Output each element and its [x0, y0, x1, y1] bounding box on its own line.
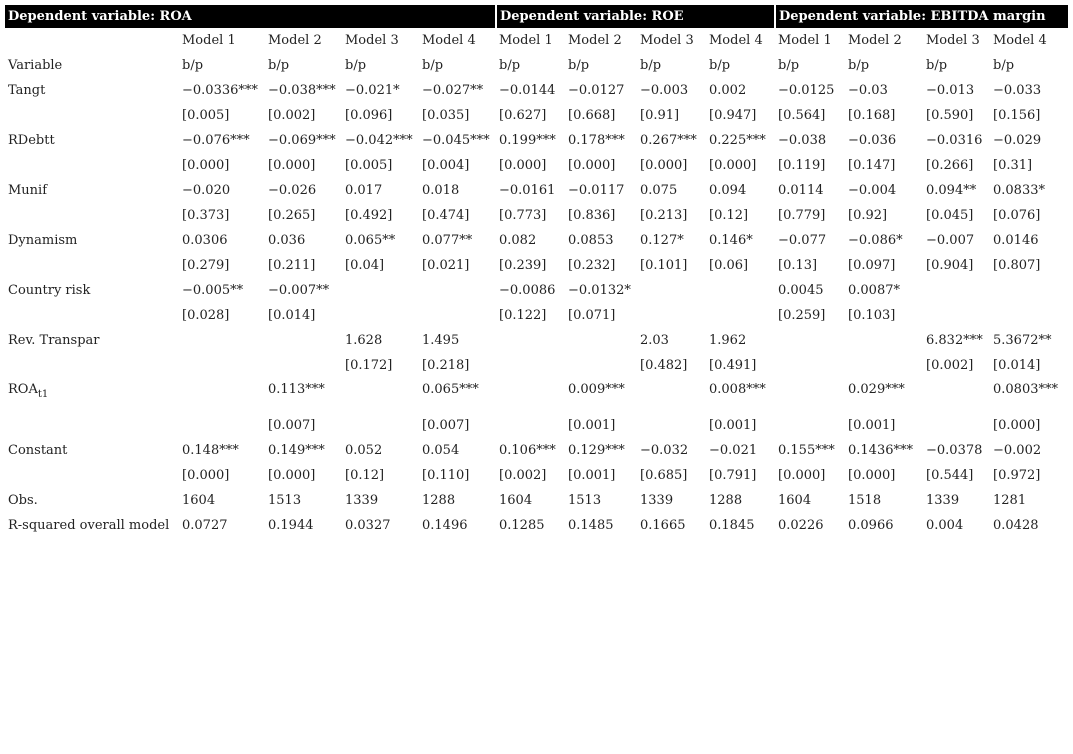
- table-cell: [0.000]: [568, 158, 616, 173]
- model-header: Model 4: [709, 33, 763, 48]
- model-header: Model 1: [182, 33, 236, 48]
- table-cell: [0.000]: [268, 158, 316, 173]
- model-header: Model 2: [568, 33, 622, 48]
- table-cell: 0.0966: [848, 518, 894, 533]
- table-cell: [0.13]: [778, 258, 818, 273]
- table-cell: −0.013: [926, 83, 975, 98]
- table-cell: [0.000]: [182, 158, 230, 173]
- table-cell: [923, 303, 990, 328]
- table-cell: [0.972]: [993, 468, 1041, 483]
- table-cell: 1339: [926, 493, 960, 508]
- table-cell: 0.146*: [709, 233, 753, 248]
- table-cell: 5.3672**: [993, 333, 1052, 348]
- table-cell: [0.000]: [640, 158, 688, 173]
- table-cell: [0.002]: [499, 468, 547, 483]
- table-cell: 0.0045: [778, 283, 824, 298]
- table-cell: [0.373]: [182, 208, 230, 223]
- table-cell: 0.199***: [499, 133, 556, 148]
- pvalue-row: [5, 463, 1068, 488]
- variable-row: [5, 228, 1068, 253]
- pvalue-row: [5, 303, 1068, 328]
- model-header: Model 4: [993, 33, 1047, 48]
- table-cell: −0.003: [640, 83, 689, 98]
- table-cell: [845, 353, 923, 378]
- table-cell: [565, 328, 637, 353]
- table-cell: [265, 328, 342, 353]
- table-cell: [0.836]: [568, 208, 616, 223]
- table-cell: [0.000]: [848, 468, 896, 483]
- stat-header: b/p: [926, 58, 948, 73]
- row-label: [5, 413, 179, 438]
- table-cell: 0.1845: [709, 518, 755, 533]
- table-cell: [0.590]: [926, 108, 974, 123]
- table-cell: [0.544]: [926, 468, 974, 483]
- table-cell: [0.232]: [568, 258, 616, 273]
- table-cell: 0.065***: [422, 382, 479, 397]
- table-cell: [775, 353, 845, 378]
- table-cell: [706, 303, 775, 328]
- table-cell: 0.0428: [993, 518, 1039, 533]
- table-cell: [637, 378, 706, 413]
- table-cell: [419, 278, 496, 303]
- table-cell: [0.096]: [345, 108, 393, 123]
- table-cell: 1604: [499, 493, 533, 508]
- model-header: Model 2: [848, 33, 902, 48]
- row-label: [5, 103, 179, 128]
- table-cell: [0.791]: [709, 468, 757, 483]
- table-cell: 0.004: [926, 518, 964, 533]
- row-label: [5, 353, 179, 378]
- table-cell: [342, 278, 419, 303]
- table-cell: 0.054: [422, 443, 460, 458]
- table-cell: −0.033: [993, 83, 1042, 98]
- table-cell: [0.779]: [778, 208, 826, 223]
- table-cell: −0.038***: [268, 83, 336, 98]
- variable-row: [5, 128, 1068, 153]
- table-cell: [0.172]: [345, 358, 393, 373]
- table-cell: 1339: [345, 493, 379, 508]
- table-cell: −0.0086: [499, 283, 556, 298]
- row-label: [5, 463, 179, 488]
- table-cell: [565, 353, 637, 378]
- table-cell: 0.018: [422, 183, 460, 198]
- table-cell: 0.0327: [345, 518, 391, 533]
- variable-row: [5, 78, 1068, 103]
- table-cell: [0.000]: [709, 158, 757, 173]
- table-cell: [923, 278, 990, 303]
- table-cell: [0.001]: [709, 418, 757, 433]
- r2-row: [5, 513, 1068, 538]
- table-cell: 6.832***: [926, 333, 983, 348]
- table-cell: [0.147]: [848, 158, 896, 173]
- table-cell: [0.045]: [926, 208, 974, 223]
- table-cell: [923, 378, 990, 413]
- table-cell: 1288: [709, 493, 743, 508]
- table-cell: [0.668]: [568, 108, 616, 123]
- table-cell: [0.04]: [345, 258, 385, 273]
- table-cell: [990, 303, 1068, 328]
- table-cell: [179, 353, 265, 378]
- table-cell: 1604: [182, 493, 216, 508]
- table-cell: [0.218]: [422, 358, 470, 373]
- table-cell: [496, 378, 565, 413]
- table-cell: [0.035]: [422, 108, 470, 123]
- stat-header: b/p: [182, 58, 204, 73]
- table-cell: [0.266]: [926, 158, 974, 173]
- variable-row: [5, 378, 1068, 413]
- table-cell: [0.474]: [422, 208, 470, 223]
- pvalue-row: [5, 103, 1068, 128]
- regression-table-container: [5, 5, 1068, 538]
- table-cell: [637, 413, 706, 438]
- table-cell: [342, 378, 419, 413]
- table-cell: 0.0146: [993, 233, 1039, 248]
- table-cell: [923, 413, 990, 438]
- table-cell: [0.92]: [848, 208, 888, 223]
- stat-header: b/p: [568, 58, 590, 73]
- table-cell: −0.021: [709, 443, 758, 458]
- table-cell: [0.492]: [345, 208, 393, 223]
- model-header: Model 1: [778, 33, 832, 48]
- table-cell: [419, 303, 496, 328]
- obs-row: [5, 488, 1068, 513]
- table-cell: [0.904]: [926, 258, 974, 273]
- table-cell: [0.028]: [182, 308, 230, 323]
- table-cell: 0.1436***: [848, 443, 913, 458]
- table-cell: [990, 278, 1068, 303]
- header-roa: Dependent variable: ROA: [5, 5, 496, 28]
- table-cell: [0.076]: [993, 208, 1041, 223]
- table-cell: 2.03: [640, 333, 669, 348]
- table-cell: [179, 378, 265, 413]
- variable-row: [5, 278, 1068, 303]
- table-cell: [0.101]: [640, 258, 688, 273]
- table-cell: [0.239]: [499, 258, 547, 273]
- variable-row: [5, 328, 1068, 353]
- table-cell: [0.773]: [499, 208, 547, 223]
- row-label: [5, 153, 179, 178]
- table-cell: 0.113***: [268, 382, 325, 397]
- table-cell: 1281: [993, 493, 1027, 508]
- variable-row: [5, 438, 1068, 463]
- table-cell: −0.002: [993, 443, 1042, 458]
- row-label: [5, 28, 179, 53]
- table-cell: [496, 353, 565, 378]
- table-cell: [0.000]: [778, 468, 826, 483]
- table-cell: [0.007]: [268, 418, 316, 433]
- table-cell: −0.0132*: [568, 283, 631, 298]
- table-cell: −0.0127: [568, 83, 625, 98]
- row-label: Tangt: [8, 83, 46, 98]
- table-cell: [775, 378, 845, 413]
- roa-lag-label: [8, 382, 49, 400]
- table-cell: 0.225***: [709, 133, 766, 148]
- table-cell: 0.129***: [568, 443, 625, 458]
- table-cell: [0.91]: [640, 108, 680, 123]
- table-cell: [706, 278, 775, 303]
- table-cell: −0.0161: [499, 183, 556, 198]
- table-cell: 1339: [640, 493, 674, 508]
- table-cell: [179, 413, 265, 438]
- table-cell: [0.265]: [268, 208, 316, 223]
- table-cell: 0.009***: [568, 382, 625, 397]
- table-cell: 0.0306: [182, 233, 228, 248]
- header-roe: Dependent variable: ROE: [496, 5, 775, 28]
- table-cell: −0.077: [778, 233, 827, 248]
- table-cell: [0.12]: [345, 468, 385, 483]
- table-cell: 1.962: [709, 333, 747, 348]
- table-cell: 0.008***: [709, 382, 766, 397]
- row-label: RDebtt: [8, 133, 55, 148]
- table-cell: [0.000]: [499, 158, 547, 173]
- table-cell: −0.007**: [268, 283, 330, 298]
- model-header: Model 2: [268, 33, 322, 48]
- stat-header: b/p: [709, 58, 731, 73]
- stat-header: b/p: [848, 58, 870, 73]
- model-header: Model 3: [640, 33, 694, 48]
- table-cell: [775, 413, 845, 438]
- table-cell: 1.628: [345, 333, 383, 348]
- header-row: [5, 5, 1068, 28]
- table-cell: [0.000]: [993, 418, 1041, 433]
- roa-lag-main: ROA: [8, 382, 38, 397]
- table-cell: 0.075: [640, 183, 678, 198]
- table-cell: 0.029***: [848, 382, 905, 397]
- table-cell: [0.071]: [568, 308, 616, 323]
- table-cell: −0.021*: [345, 83, 400, 98]
- table-cell: [342, 303, 419, 328]
- table-cell: [179, 328, 265, 353]
- table-cell: 0.0087*: [848, 283, 900, 298]
- table-cell: [265, 353, 342, 378]
- row-label: Dynamism: [8, 233, 78, 248]
- table-cell: 1288: [422, 493, 456, 508]
- table-cell: [0.001]: [848, 418, 896, 433]
- table-body: [5, 28, 1068, 538]
- table-cell: 0.0226: [778, 518, 824, 533]
- table-cell: [0.021]: [422, 258, 470, 273]
- table-cell: [637, 278, 706, 303]
- table-cell: −0.007: [926, 233, 975, 248]
- table-cell: [0.807]: [993, 258, 1041, 273]
- stat-header: b/p: [268, 58, 290, 73]
- table-cell: [0.213]: [640, 208, 688, 223]
- table-cell: [0.491]: [709, 358, 757, 373]
- table-cell: −0.038: [778, 133, 827, 148]
- table-cell: [0.110]: [422, 468, 470, 483]
- row-label: Constant: [8, 443, 68, 458]
- table-cell: [0.685]: [640, 468, 688, 483]
- row-label: [5, 203, 179, 228]
- row-label: [5, 253, 179, 278]
- table-cell: 0.0803***: [993, 382, 1058, 397]
- pvalue-row: [5, 413, 1068, 438]
- table-cell: [0.12]: [709, 208, 749, 223]
- table-cell: [0.007]: [422, 418, 470, 433]
- regression-table: [5, 5, 1068, 538]
- table-cell: [0.156]: [993, 108, 1041, 123]
- table-cell: 0.017: [345, 183, 383, 198]
- table-cell: 0.1285: [499, 518, 545, 533]
- table-cell: 0.148***: [182, 443, 239, 458]
- table-cell: [0.211]: [268, 258, 316, 273]
- table-cell: −0.036: [848, 133, 897, 148]
- table-cell: 0.052: [345, 443, 383, 458]
- table-cell: [496, 413, 565, 438]
- table-cell: −0.020: [182, 183, 231, 198]
- table-cell: [0.004]: [422, 158, 470, 173]
- row-label: [5, 378, 179, 413]
- model-header: Model 3: [345, 33, 399, 48]
- table-cell: [342, 413, 419, 438]
- table-cell: [0.06]: [709, 258, 749, 273]
- table-cell: [637, 303, 706, 328]
- table-cell: −0.03: [848, 83, 888, 98]
- table-cell: [0.005]: [345, 158, 393, 173]
- model-header: Model 4: [422, 33, 476, 48]
- table-cell: [0.259]: [778, 308, 826, 323]
- table-cell: 0.036: [268, 233, 306, 248]
- roa-lag-subscript: t1: [37, 389, 49, 400]
- row-label: Munif: [8, 183, 48, 198]
- table-cell: 1513: [568, 493, 602, 508]
- row-label: Obs.: [8, 493, 38, 508]
- table-cell: 0.0833*: [993, 183, 1045, 198]
- table-cell: −0.026: [268, 183, 317, 198]
- table-cell: [0.002]: [926, 358, 974, 373]
- row-label: Rev. Transpar: [8, 333, 100, 348]
- table-cell: 0.1496: [422, 518, 468, 533]
- table-cell: 1513: [268, 493, 302, 508]
- table-cell: −0.027**: [422, 83, 484, 98]
- table-cell: 0.1485: [568, 518, 614, 533]
- table-cell: 0.1944: [268, 518, 314, 533]
- table-cell: [0.005]: [182, 108, 230, 123]
- table-cell: 0.178***: [568, 133, 625, 148]
- stat-header: b/p: [778, 58, 800, 73]
- table-cell: [775, 328, 845, 353]
- row-label: [5, 303, 179, 328]
- table-cell: 0.077**: [422, 233, 473, 248]
- table-cell: [0.168]: [848, 108, 896, 123]
- table-cell: −0.045***: [422, 133, 490, 148]
- table-cell: [0.001]: [568, 418, 616, 433]
- table-cell: [0.014]: [268, 308, 316, 323]
- table-cell: 0.1665: [640, 518, 686, 533]
- stat-header: b/p: [640, 58, 662, 73]
- table-cell: 0.155***: [778, 443, 835, 458]
- table-cell: [0.097]: [848, 258, 896, 273]
- table-cell: [0.002]: [268, 108, 316, 123]
- table-cell: −0.076***: [182, 133, 250, 148]
- table-cell: [0.482]: [640, 358, 688, 373]
- table-cell: −0.005**: [182, 283, 244, 298]
- stat-header: b/p: [993, 58, 1015, 73]
- pvalue-row: [5, 353, 1068, 378]
- table-cell: 0.094**: [926, 183, 977, 198]
- table-cell: [0.947]: [709, 108, 757, 123]
- table-cell: −0.042***: [345, 133, 413, 148]
- table-cell: −0.0378: [926, 443, 983, 458]
- variable-row: [5, 178, 1068, 203]
- table-cell: 0.267***: [640, 133, 697, 148]
- table-cell: 1518: [848, 493, 882, 508]
- table-cell: 0.0853: [568, 233, 614, 248]
- table-cell: [845, 328, 923, 353]
- stat-header: b/p: [499, 58, 521, 73]
- table-cell: [0.103]: [848, 308, 896, 323]
- table-cell: [0.119]: [778, 158, 826, 173]
- table-cell: 0.002: [709, 83, 747, 98]
- model-header: Model 1: [499, 33, 553, 48]
- table-cell: [0.122]: [499, 308, 547, 323]
- table-cell: [0.564]: [778, 108, 826, 123]
- table-cell: −0.069***: [268, 133, 336, 148]
- table-cell: −0.0144: [499, 83, 556, 98]
- table-cell: 0.082: [499, 233, 537, 248]
- table-cell: [0.001]: [568, 468, 616, 483]
- table-cell: 0.106***: [499, 443, 556, 458]
- stat-header: b/p: [422, 58, 444, 73]
- table-cell: 0.0727: [182, 518, 228, 533]
- pvalue-row: [5, 203, 1068, 228]
- table-cell: −0.032: [640, 443, 689, 458]
- pvalue-row: [5, 253, 1068, 278]
- pvalue-row: [5, 153, 1068, 178]
- header-ebitda: Dependent variable: EBITDA margin: [775, 5, 1068, 28]
- table-cell: 1604: [778, 493, 812, 508]
- table-cell: [0.31]: [993, 158, 1033, 173]
- stat-row: [5, 53, 1068, 78]
- model-header: Model 3: [926, 33, 980, 48]
- row-label: R-squared overall model: [8, 518, 170, 533]
- table-cell: 0.149***: [268, 443, 325, 458]
- table-cell: 1.495: [422, 333, 460, 348]
- table-cell: [0.627]: [499, 108, 547, 123]
- table-cell: [0.279]: [182, 258, 230, 273]
- variable-header: Variable: [8, 58, 63, 73]
- table-cell: 0.127*: [640, 233, 684, 248]
- table-cell: −0.004: [848, 183, 897, 198]
- table-cell: 0.094: [709, 183, 747, 198]
- table-cell: −0.029: [993, 133, 1042, 148]
- table-cell: [0.000]: [268, 468, 316, 483]
- stat-header: b/p: [345, 58, 367, 73]
- table-cell: −0.0117: [568, 183, 625, 198]
- table-cell: −0.0316: [926, 133, 983, 148]
- table-cell: −0.086*: [848, 233, 903, 248]
- table-cell: [496, 328, 565, 353]
- table-cell: −0.0125: [778, 83, 835, 98]
- table-cell: 0.065**: [345, 233, 396, 248]
- row-label: Country risk: [8, 283, 91, 298]
- models-row: [5, 28, 1068, 53]
- table-cell: [0.000]: [182, 468, 230, 483]
- table-cell: 0.0114: [778, 183, 824, 198]
- table-cell: −0.0336***: [182, 83, 258, 98]
- table-cell: [0.014]: [993, 358, 1041, 373]
